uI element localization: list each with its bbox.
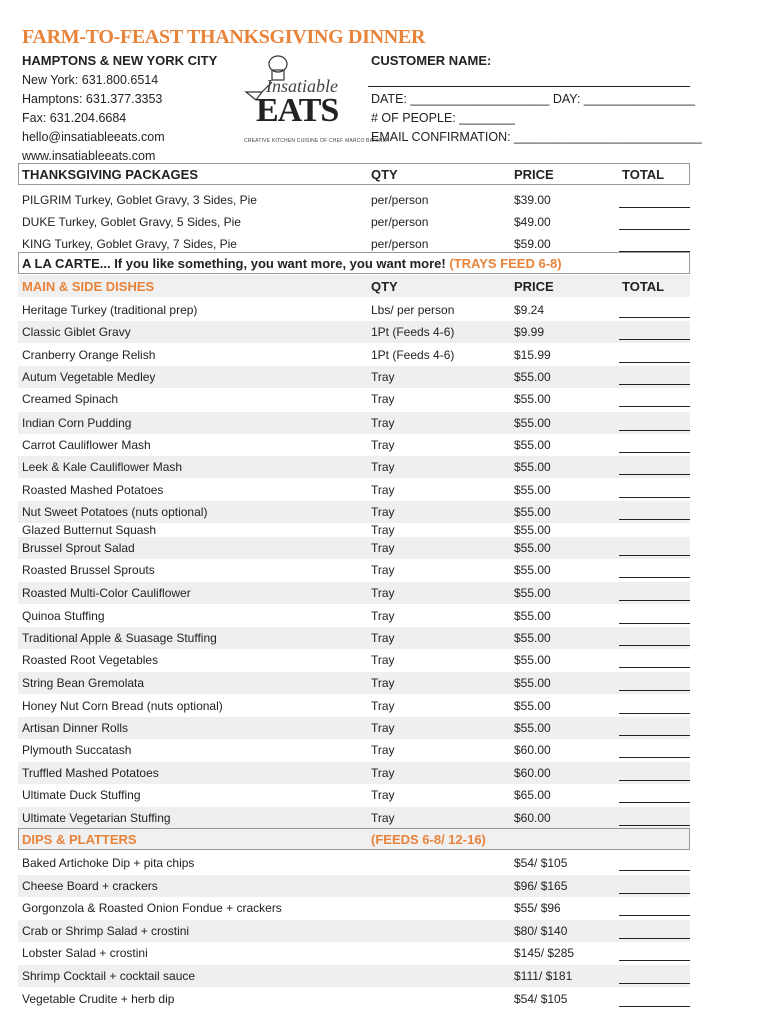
total-input-line[interactable] (619, 384, 690, 385)
item-name: Cheese Board + crackers (22, 878, 158, 893)
total-input-line[interactable] (619, 600, 690, 601)
total-input-line[interactable] (619, 938, 690, 939)
item-qty: Tray (371, 653, 395, 667)
main-side-qty-heading: QTY (371, 279, 398, 294)
total-input-line[interactable] (619, 362, 690, 363)
item-name: Creamed Spinach (22, 392, 119, 406)
item-qty: Tray (371, 541, 395, 555)
item-name: Traditional Apple & Suasage Stuffing (22, 631, 217, 645)
item-name: Brussel Sprout Salad (22, 541, 135, 555)
item-price: $55.00 (514, 653, 551, 667)
item-qty: Tray (371, 416, 395, 430)
item-qty: 1Pt (Feeds 4-6) (371, 325, 455, 339)
item-price: $55.00 (514, 676, 551, 690)
item-price: $60.00 (514, 743, 551, 757)
table-row (0, 189, 770, 211)
item-name: DUKE Turkey, Goblet Gravy, 5 Sides, Pie (22, 215, 241, 229)
item-qty: Tray (371, 631, 395, 645)
item-qty: Tray (371, 460, 395, 474)
total-input-line[interactable] (619, 452, 690, 453)
table-row (0, 784, 770, 806)
item-name: Leek & Kale Cauliflower Mash (22, 460, 183, 474)
item-price: $55.00 (514, 438, 551, 452)
packages-heading: THANKSGIVING PACKAGES (22, 167, 198, 182)
item-qty: Tray (371, 766, 395, 780)
table-row (0, 211, 770, 233)
item-name: PILGRIM Turkey, Goblet Gravy, 3 Sides, Pie (22, 193, 257, 207)
item-name: Plymouth Succatash (22, 743, 132, 757)
total-input-line[interactable] (619, 780, 690, 781)
main-side-total-heading: TOTAL (622, 279, 665, 294)
total-input-line[interactable] (619, 645, 690, 646)
total-input-line[interactable] (619, 317, 690, 318)
item-price: $55.00 (514, 563, 551, 577)
phone-new-york: New York: 631.800.6514 (22, 73, 159, 87)
table-row (0, 965, 770, 987)
item-price: $9.24 (514, 303, 545, 317)
table-row (0, 321, 770, 343)
total-input-line[interactable] (619, 339, 690, 340)
item-price: $54/ $105 (514, 991, 568, 1006)
item-name: Nut Sweet Potatoes (nuts optional) (22, 505, 208, 519)
total-input-line[interactable] (619, 713, 690, 714)
item-qty: per/person (371, 193, 429, 207)
total-input-line[interactable] (619, 870, 690, 871)
table-row (0, 988, 770, 1010)
item-price: $65.00 (514, 788, 551, 802)
total-input-line[interactable] (619, 893, 690, 894)
total-input-line[interactable] (619, 229, 690, 230)
total-input-line[interactable] (619, 623, 690, 624)
table-row (0, 672, 770, 694)
table-row (0, 807, 770, 829)
item-name: Ultimate Duck Stuffing (22, 788, 141, 802)
total-input-line[interactable] (619, 825, 690, 826)
page-title: FARM-TO-FEAST THANKSGIVING DINNER (22, 26, 426, 48)
item-name: Baked Artichoke Dip + pita chips (22, 856, 195, 870)
customer-name-field[interactable] (368, 86, 690, 87)
item-qty: Tray (371, 483, 395, 497)
dips-feeds-note: (FEEDS 6-8/ 12-16) (371, 832, 486, 847)
item-qty: Tray (371, 523, 395, 537)
item-name: Artisan Dinner Rolls (22, 721, 129, 735)
table-row (0, 897, 770, 919)
alacarte-banner-text: A LA CARTE... If you like something, you want more, you want more! (22, 256, 446, 271)
item-name: Vegetable Crudite + herb dip (22, 991, 175, 1006)
logo-tagline: CREATIVE KITCHEN CUISINE OF CHEF MARCO BARRILA (244, 138, 389, 144)
item-price: $60.00 (514, 766, 551, 780)
item-qty: Tray (371, 370, 395, 384)
total-input-line[interactable] (619, 474, 690, 475)
item-name: Roasted Brussel Sprouts (22, 563, 155, 577)
logo-main-text: EATS (256, 92, 339, 129)
item-name: Gorgonzola & Roasted Onion Fondue + crackers (22, 901, 282, 916)
item-qty: Tray (371, 563, 395, 577)
item-price: $96/ $165 (514, 878, 568, 893)
table-row (0, 627, 770, 649)
item-qty: Tray (371, 811, 395, 825)
table-row (0, 695, 770, 717)
logo-script-text: Insatiable (266, 76, 338, 96)
item-name: Autum Vegetable Medley (22, 370, 156, 384)
table-row (0, 537, 770, 559)
email-link[interactable]: hello@insatiableeats.com (22, 130, 165, 144)
total-input-line[interactable] (619, 915, 690, 916)
main-side-price-heading: PRICE (514, 279, 554, 294)
table-row (0, 605, 770, 627)
alacarte-banner-note: (TRAYS FEED 6-8) (449, 256, 562, 271)
item-price: $49.00 (514, 215, 551, 229)
people-count-field[interactable]: # OF PEOPLE: ________ (371, 111, 515, 125)
total-input-line[interactable] (619, 497, 690, 498)
total-input-line[interactable] (619, 757, 690, 758)
packages-qty-heading: QTY (371, 167, 398, 182)
item-price: $55.00 (514, 631, 551, 645)
item-price: $55.00 (514, 460, 551, 474)
main-side-heading: MAIN & SIDE DISHES (22, 279, 155, 294)
table-row (0, 582, 770, 604)
item-name: Carrot Cauliflower Mash (22, 438, 151, 452)
total-input-line[interactable] (619, 430, 690, 431)
total-input-line[interactable] (619, 1006, 690, 1007)
location-heading: HAMPTONS & NEW YORK CITY (22, 53, 218, 68)
table-row (0, 717, 770, 739)
item-name: Honey Nut Corn Bread (nuts optional) (22, 699, 223, 713)
item-name: String Bean Gremolata (22, 676, 145, 690)
item-price: $59.00 (514, 237, 551, 251)
item-price: $55.00 (514, 505, 551, 519)
item-qty: Tray (371, 609, 395, 623)
item-price: $80/ $140 (514, 923, 568, 938)
table-row (0, 762, 770, 784)
item-price: $55.00 (514, 699, 551, 713)
item-name: Indian Corn Pudding (22, 416, 132, 430)
table-row (0, 942, 770, 964)
item-name: Cranberry Orange Relish (22, 348, 156, 362)
item-qty: Tray (371, 721, 395, 735)
table-row (0, 559, 770, 581)
email-confirmation-field[interactable]: EMAIL CONFIRMATION: ___________________________ (371, 130, 702, 144)
item-name: Roasted Multi-Color Cauliflower (22, 586, 191, 600)
phone-hamptons: Hamptons: 631.377.3353 (22, 92, 163, 106)
item-qty: Lbs/ per person (371, 303, 455, 317)
alacarte-banner (22, 256, 562, 271)
item-price: $54/ $105 (514, 856, 568, 870)
total-input-line[interactable] (619, 690, 690, 691)
table-row (0, 649, 770, 671)
item-qty: Tray (371, 438, 395, 452)
item-price: $55/ $96 (514, 901, 561, 916)
item-price: $55.00 (514, 416, 551, 430)
table-row (0, 434, 770, 456)
table-row (0, 920, 770, 942)
date-day-field[interactable]: DATE: ____________________ DAY: ________________ (371, 92, 696, 106)
table-row (0, 412, 770, 434)
table-row (0, 388, 770, 410)
item-price: $55.00 (514, 483, 551, 497)
item-price: $55.00 (514, 721, 551, 735)
item-price: $55.00 (514, 370, 551, 384)
customer-name-label: CUSTOMER NAME: (371, 53, 492, 68)
website-link[interactable]: www.insatiableeats.com (22, 149, 156, 163)
item-name: Shrimp Cocktail + cocktail sauce (22, 969, 196, 983)
table-row (0, 344, 770, 366)
item-qty: Tray (371, 788, 395, 802)
table-row (0, 299, 770, 321)
item-qty: Tray (371, 586, 395, 600)
item-qty: Tray (371, 392, 395, 406)
item-price: $39.00 (514, 193, 551, 207)
total-input-line[interactable] (619, 735, 690, 736)
packages-total-heading: TOTAL (622, 167, 665, 182)
item-name: KING Turkey, Goblet Gravy, 7 Sides, Pie (22, 237, 237, 251)
item-price: $55.00 (514, 392, 551, 406)
dips-heading: DIPS & PLATTERS (22, 832, 137, 847)
item-qty: 1Pt (Feeds 4-6) (371, 348, 455, 362)
item-name: Truffled Mashed Potatoes (22, 766, 159, 780)
item-name: Heritage Turkey (traditional prep) (22, 303, 198, 317)
item-name: Ultimate Vegetarian Stuffing (22, 811, 171, 825)
item-name: Lobster Salad + crostini (22, 946, 148, 961)
item-price: $60.00 (514, 811, 551, 825)
item-price: $55.00 (514, 541, 551, 555)
total-input-line[interactable] (619, 983, 690, 984)
item-price: $9.99 (514, 325, 545, 339)
item-name: Quinoa Stuffing (22, 609, 105, 623)
total-input-line[interactable] (619, 667, 690, 668)
company-logo (238, 52, 389, 147)
item-price: $55.00 (514, 586, 551, 600)
table-row (0, 456, 770, 478)
table-row (0, 852, 770, 874)
item-price: $111/ $181 (514, 969, 573, 983)
total-input-line[interactable] (619, 555, 690, 556)
fax-number: Fax: 631.204.6684 (22, 111, 127, 125)
item-price: $55.00 (514, 609, 551, 623)
item-name: Glazed Butternut Squash (22, 523, 157, 537)
packages-price-heading: PRICE (514, 167, 554, 182)
item-price: $145/ $285 (514, 946, 575, 961)
item-name: Classic Giblet Gravy (22, 325, 131, 339)
item-name: Roasted Mashed Potatoes (22, 483, 164, 497)
total-input-line[interactable] (619, 577, 690, 578)
item-price: $55.00 (514, 523, 551, 537)
item-qty: Tray (371, 699, 395, 713)
table-row (0, 479, 770, 501)
total-input-line[interactable] (619, 406, 690, 407)
total-input-line[interactable] (619, 207, 690, 208)
item-name: Roasted Root Vegetables (22, 653, 159, 667)
table-row (0, 875, 770, 897)
item-qty: per/person (371, 237, 429, 251)
item-qty: Tray (371, 743, 395, 757)
table-row (0, 739, 770, 761)
table-row (0, 366, 770, 388)
item-price: $15.99 (514, 348, 551, 362)
total-input-line[interactable] (619, 802, 690, 803)
item-qty: per/person (371, 215, 429, 229)
item-name: Crab or Shrimp Salad + crostini (22, 923, 190, 938)
item-qty: Tray (371, 505, 395, 519)
total-input-line[interactable] (619, 960, 690, 961)
item-qty: Tray (371, 676, 395, 690)
